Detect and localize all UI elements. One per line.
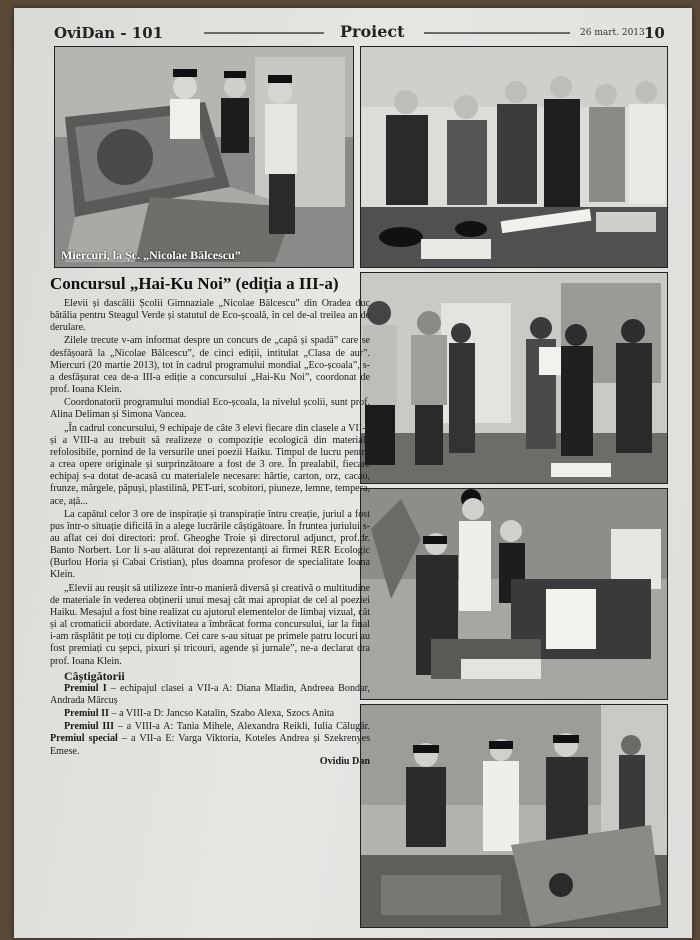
- prize-text: – echipajul clasei a VII-a A: Diana Mladin, Andreea Bondar, Andrada Mărcuș: [50, 682, 371, 706]
- author-signature: Ovidiu Dan: [319, 755, 370, 767]
- article-paragraph: Elevii și dascălii Școlii Gimnaziale „Nicolae Bălcescu” din Oradea duc bătălia pentru Steagul Verde și statutul de Eco-școală, în cel de-al treilea an de derulare.: [50, 298, 370, 334]
- article-paragraph: La capătul celor 3 ore de inspirație și transpirație întru creație, juriul a fost pus într-o situație dificilă în a alege lucrările câștigătoare. În fruntea juriului s-au aflat cei doi directori: prof. Gheoghe Troie și directorul adjunct, prof.dr. Banto Norbert. Lor li s-au alăturat doi reprezentanți ai firmei RER Ecologic (Burlou Horia și Cabai Cristian), plus doamna profesor de specialitate Ioana Klein.: [50, 508, 370, 581]
- article-title: Concursul „Hai-Ku Noi” (ediția a III-a): [50, 274, 339, 293]
- photo-students-artwork: [54, 46, 354, 268]
- section-title: Proiect: [340, 22, 405, 41]
- article-paragraph: Coordonatorii programului mondial Eco-școala, la nivelul școlii, sunt prof. Alina Deliman și Simona Vancea.: [50, 397, 370, 421]
- prize-entry: [50, 683, 370, 707]
- prize-label: Premiul special: [50, 733, 118, 745]
- prize-label: Premiul III: [64, 721, 115, 733]
- article-paragraph: Zilele trecute v-am informat despre un concurs de „capă și spadă” care se desfășoară la „Nicolae Bălcescu”, de cinci ediții, intitulat „Clasa de aur”. Miercuri (20 martie 2013), tot în cadrul programului mondial „Eco-școala”, s-a desfășurat cea de-a III-a ediție a concursului „Hai-Ku Noi”, coordonat de prof. Ioana Klein.: [50, 335, 370, 396]
- page-number: 10: [644, 24, 665, 42]
- prize-label: Premiul I: [64, 682, 107, 694]
- prize-text: – a VII-a E: Varga Viktoria, Koteles Andrea și Szekrenyes Emese.: [50, 733, 370, 757]
- photo-winners-artwork: [360, 704, 668, 928]
- page-header: [14, 20, 692, 44]
- photo-jury-group: [360, 46, 668, 268]
- article-body: [50, 298, 370, 768]
- prize-text: – a VIII-a D: Jancso Katalin, Szabo Alexa, Szocs Anita: [108, 708, 335, 720]
- winners-heading: Câștigătorii: [64, 668, 125, 683]
- prize-entry: [50, 721, 370, 757]
- prize-entry: [50, 708, 370, 720]
- article-paragraph: „În cadrul concursului, 9 echipaje de câte 3 elevi fiecare din clasele a VII-a și a VIII-a au trebuit să realizeze o compoziție ecologică din materiale refolosibile, pornind de la versurile unei poezii Haiku. Timpul de lucru pentru a crea opere originale și surprinzătoare a fost de 3 ore. În prealabil, fiecare echipaj s-a dotat de-acasă cu materialele necesare: hârtie, carton, orz, cacao, frunze, mărgele, păpuși, plastilină, PET-uri, scobitori, piuneze, lemne, tempera, ace, ață...: [50, 422, 370, 507]
- newspaper-page: [14, 8, 692, 938]
- article-paragraph: „Elevii au reușit să utilizeze într-o manieră diversă și creativă o multitudine de materiale în vederea obținerii unui mesaj cât mai apropiat de cel al poeziei Haiku. Mesajul a fost bine realizat cu ajutorul elementelor de limbaj vizual, cât și al cromaticii abordate. Activitatea a îmbrăcat forma concursului, iar la final i-am răsplătit pe toți cu diplome. Cei care s-au situat pe primele patru locuri au fost premiați cu șepci, pixuri și tricouri, agende și jurnale”, ne-a declarat dra prof. Ioana Klein.: [50, 582, 370, 667]
- header-rule-left: [204, 32, 324, 34]
- publication-name: OviDan - 101: [54, 24, 164, 42]
- photo-caption: Miercuri, la Șc. „Nicolae Bălcescu”: [61, 248, 241, 262]
- issue-date: 26 mart. 2013: [580, 28, 645, 38]
- prize-label: Premiul II: [64, 708, 109, 720]
- photo-team-display: [360, 488, 668, 700]
- prize-text: – a VIII-a A: Tania Mihele, Alexandra Reikli, Iulia Călugăr.: [114, 721, 370, 733]
- header-rule-right: [424, 32, 570, 34]
- photo-team-presentation: [360, 272, 668, 484]
